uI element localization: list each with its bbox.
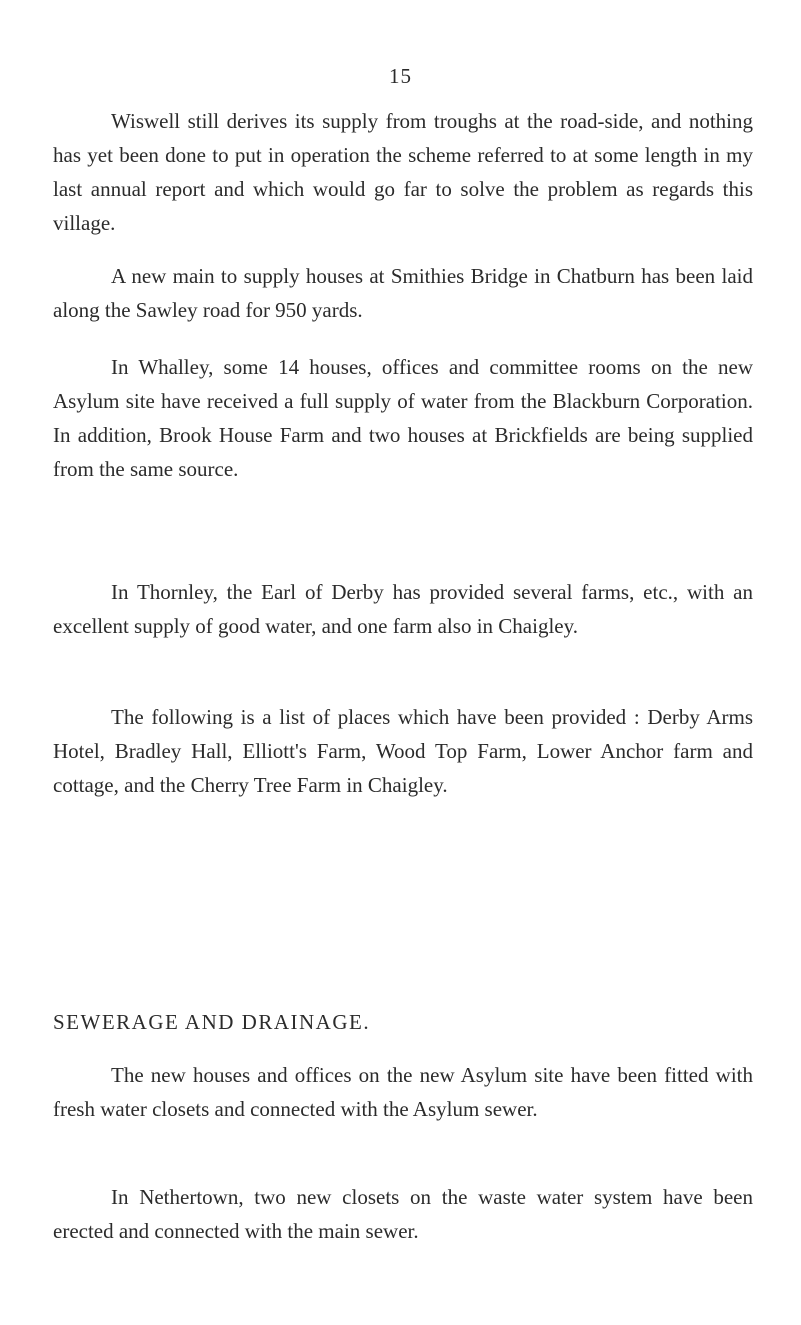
paragraph-places-list: The following is a list of places which have been provided : Derby Arms Hotel, Bradley Hall, Elliott's Farm, Wood Top Farm, Lower Anchor farm and cottage, and the Cherry Tree Farm in Chaigley. [53, 705, 753, 797]
paragraph-chatburn: A new main to supply houses at Smithies Bridge in Chatburn has been laid along the Sawley road for 950 yards. [53, 264, 753, 322]
paragraph-wiswell: Wiswell still derives its supply from troughs at the road-side, and nothing has yet been done to put in operation the scheme referred to at some length in my last annual report and which would go far to solve the problem as regards this village. [53, 109, 753, 235]
paragraph-whalley: In Whalley, some 14 houses, offices and committee rooms on the new Asylum site have received a full supply of water from the Blackburn Corporation. In addition, Brook House Farm and two houses at Brickfields are being supplied from the same source. [53, 355, 753, 481]
paragraph-thornley: In Thornley, the Earl of Derby has provided several farms, etc., with an excellent supply of good water, and one farm also in Chaigley. [53, 580, 753, 638]
paragraph-nethertown: In Nethertown, two new closets on the waste water system have been erected and connected with the main sewer. [53, 1185, 753, 1243]
paragraph-asylum-sewer: The new houses and offices on the new Asylum site have been fitted with fresh water closets and connected with the Asylum sewer. [53, 1063, 753, 1121]
section-heading: SEWERAGE AND DRAINAGE. [53, 1010, 371, 1034]
page-number: 15 [389, 64, 412, 88]
